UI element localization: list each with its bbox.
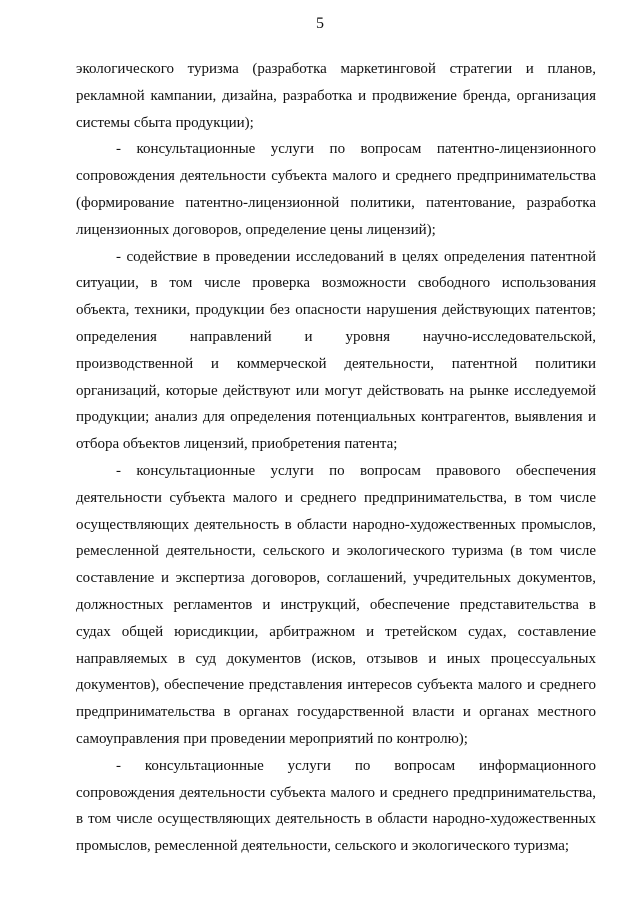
document-body xyxy=(76,56,596,860)
paragraph-legal-support-consulting: - консультационные услуги по вопросам правового обеспечения деятельности субъекта малого и среднего предпринимательства, в том числе осуществляющих деятельность в области народно-художественных промыслов, ремесленной деятельности, сельского и экологического туризма (в том числе составление и экспертиза договоров, соглашений, учредительных документов, должностных регламентов и инструкций, обеспечение представительства в судах общей юрисдикции, арбитражном и третейском судах, составление направляемых в суд документов (исков, отзывов и иных процессуальных документов), обеспечение представления интересов субъекта малого и среднего предпринимательства в органах государственной власти и органах местного самоуправления при проведении мероприятий по контролю); xyxy=(76,462,596,747)
paragraph-information-support-consulting: - консультационные услуги по вопросам информационного сопровождения деятельности субъекта малого и среднего предпринимательства, в том числе осуществляющих деятельность в области народно-художественных промыслов, ремесленной деятельности, сельского и экологического туризма; xyxy=(76,757,596,855)
paragraph-continuation: экологического туризма (разработка маркетинговой стратегии и планов, рекламной кампании, дизайна, разработка и продвижение бренда, организация системы сбыта продукции); xyxy=(76,61,596,131)
paragraph-patent-licensing-consulting: - консультационные услуги по вопросам патентно-лицензионного сопровождения деятельности субъекта малого и среднего предпринимательства (формирование патентно-лицензионной политики, патентование, разработка лицензионных договоров, определение цены лицензий); xyxy=(76,141,596,238)
paragraph-patent-research-assistance: - содействие в проведении исследований в целях определения патентной ситуации, в том числе проверка возможности свободного использования объекта, техники, продукции без опасности нарушения действующих патентов; определения направлений и уровня научно-исследовательской, производственной и коммерческой деятельности, патентной политики организаций, которые действуют или могут действовать на рынке исследуемой продукции; анализ для определения потенциальных контрагентов, выявления и отбора объектов лицензий, приобретения патента; xyxy=(76,248,596,453)
page-number: 5 xyxy=(316,15,324,32)
